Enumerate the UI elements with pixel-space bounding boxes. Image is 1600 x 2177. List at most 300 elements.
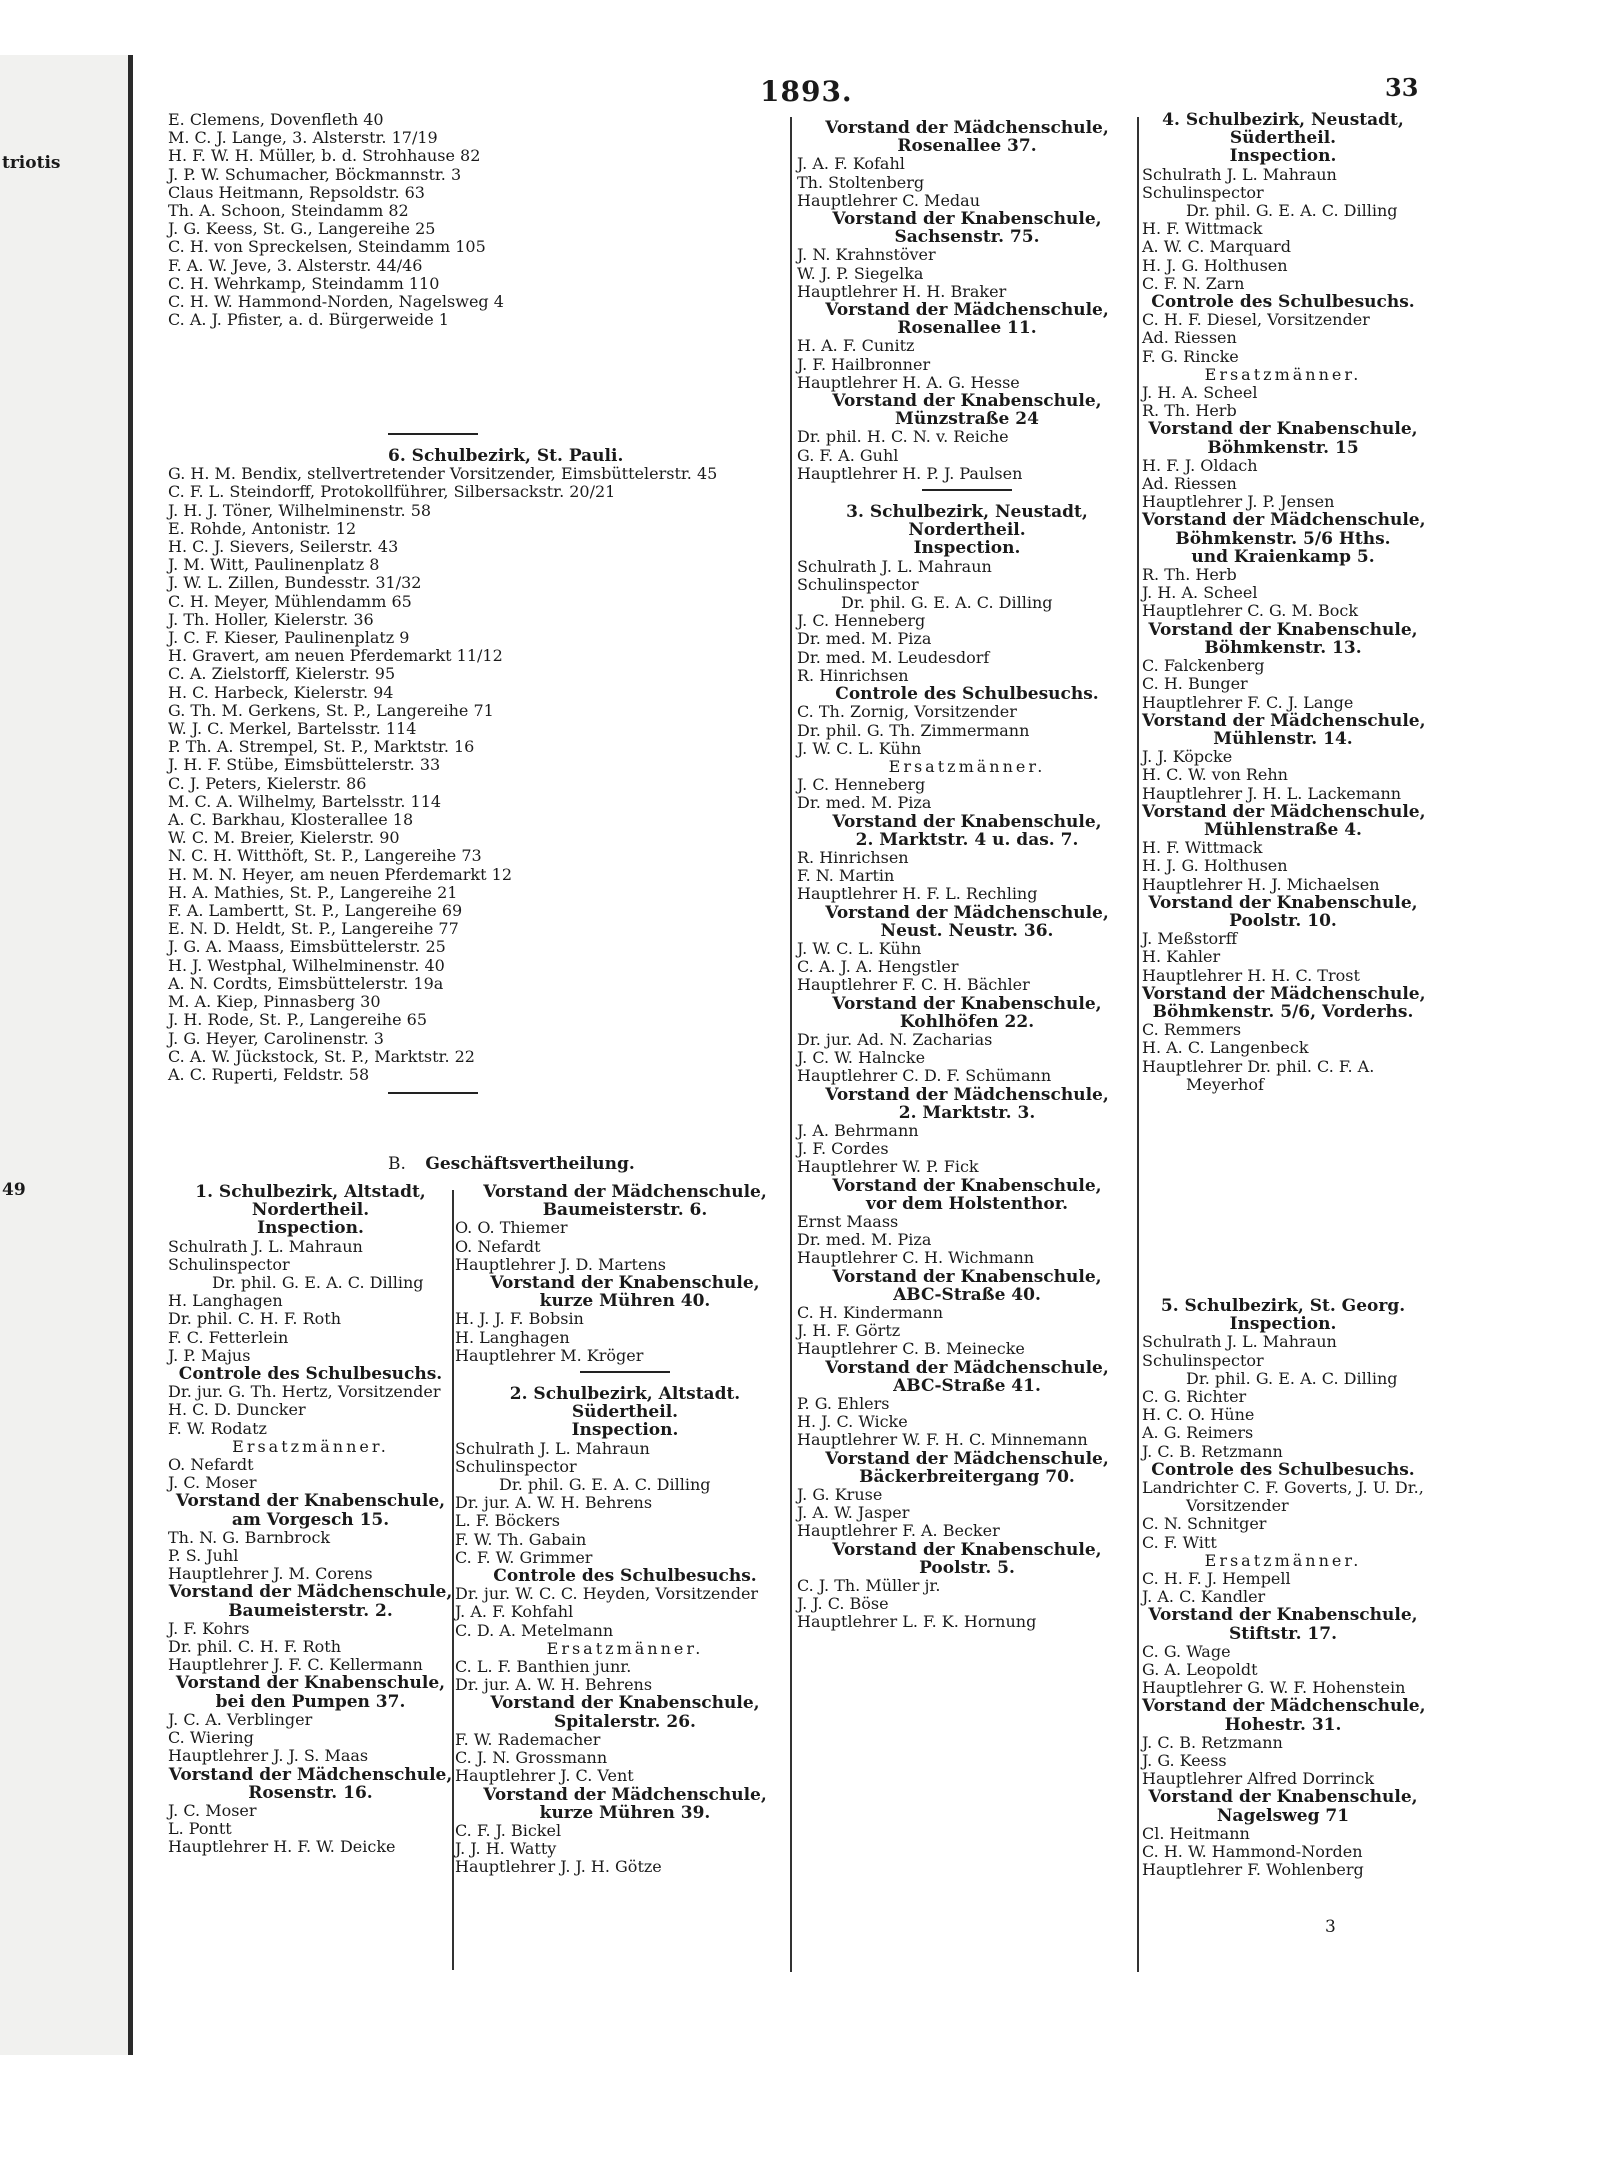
section-heading: Vorstand der Knabenschule, [1148,892,1418,913]
member-entry: Dr. phil. C. H. F. Roth [168,1637,342,1657]
member-entry: Hauptlehrer C. Medau [797,190,980,210]
member-entry: A. C. Barkhau, Klosterallee 18 [168,810,414,830]
section-heading: Münzstraße 24 [895,409,1039,430]
section-heading: Vorstand der Knabenschule, [832,1539,1102,1560]
section-rule [388,1092,478,1094]
section-heading: Böhmkenstr. 5/6 Hths. [1175,528,1391,549]
section-heading: Böhmkenstr. 5/6, Vorderhs. [1152,1001,1414,1022]
section-heading: Vorstand der Knabenschule, [832,811,1102,832]
member-entry: H. A. F. Cunitz [797,336,915,356]
section-heading: Inspection. [571,1420,679,1441]
member-entry: Schulrath J. L. Mahraun [797,556,992,576]
member-entry: M. C. A. Wilhelmy, Bartelsstr. 114 [168,791,442,811]
member-entry: C. J. N. Grossmann [455,1748,608,1768]
member-entry: Hauptlehrer J. D. Martens [455,1254,666,1274]
member-entry: Cl. Heitmann [1142,1823,1250,1843]
member-entry-continued: Dr. phil. G. E. A. C. Dilling [1186,201,1398,221]
column-divider [790,117,792,1972]
member-entry: C. A. J. A. Hengstler [797,957,959,977]
member-entry: A. W. C. Marquard [1142,237,1291,257]
section-heading: Vorstand der Mädchenschule, [168,1764,453,1785]
member-entry: N. C. H. Witthöft, St. P., Langereihe 73 [168,846,482,866]
member-entry: C. G. Richter [1142,1387,1247,1407]
member-entry: H. F. W. H. Müller, b. d. Strohhause 82 [168,146,481,166]
column-2-district-2 [455,1183,795,1877]
member-entry: Hauptlehrer H. J. Michaelsen [1142,874,1380,894]
section-heading: Inspection. [913,538,1021,559]
section-heading: Vorstand der Knabenschule, [175,1673,446,1694]
member-entry: A. G. Reimers [1142,1423,1254,1443]
member-entry: Hauptlehrer F. C. J. Lange [1142,692,1354,712]
substitutes-label: Ersatzmänner. [546,1638,704,1658]
member-entry: J. H. A. Scheel [1142,583,1258,603]
member-entry: C. Falckenberg [1142,656,1265,676]
member-entry: A. C. Ruperti, Feldstr. 58 [168,1064,370,1084]
member-entry: Hauptlehrer J. J. H. Götze [455,1857,662,1877]
section-heading: ABC-Straße 40. [893,1284,1041,1305]
section-heading: Poolstr. 10. [1229,910,1337,931]
section-title: Geschäftsvertheilung. [425,1154,635,1174]
member-entry: J. M. Witt, Paulinenplatz 8 [168,555,380,575]
section-heading: Vorstand der Knabenschule, [832,209,1102,230]
member-entry: H. C. D. Duncker [168,1400,306,1420]
member-entry: Hauptlehrer W. P. Fick [797,1157,979,1177]
member-entry: Hauptlehrer L. F. K. Hornung [797,1612,1037,1632]
member-entry: Schulinspector [455,1456,577,1476]
member-entry: O. Nefardt [168,1455,254,1475]
member-entry: M. A. Kiep, Pinnasberg 30 [168,992,381,1012]
member-entry: Schulrath J. L. Mahraun [455,1438,650,1458]
member-entry: O. Nefardt [455,1236,541,1256]
section-heading: und Kraienkamp 5. [1191,546,1375,567]
member-entry: C. H. Kindermann [797,1303,944,1322]
member-entry: H. Gravert, am neuen Pferdemarkt 11/12 [168,646,503,666]
member-entry: F. W. Rademacher [455,1729,601,1749]
member-entry: J. C. Henneberg [797,775,926,795]
member-entry: Dr. jur. A. W. H. Behrens [455,1675,653,1695]
member-entry: J. H. Rode, St. P., Langereihe 65 [168,1010,428,1030]
member-entry: C. J. Th. Müller jr. [797,1576,941,1596]
member-entry: Ernst Maass [797,1211,899,1231]
section-heading: Hohestr. 31. [1224,1714,1342,1735]
column-4-district-4 [1142,111,1424,1094]
member-entry: J. C. B. Retzmann [1142,1441,1283,1461]
member-entry: H. J. G. Holthusen [1142,856,1288,876]
member-entry: Th. A. Schoon, Steindamm 82 [168,201,409,221]
section-heading: Rosenstr. 16. [248,1782,373,1803]
member-entry: C. Th. Zornig, Vorsitzender [797,702,1017,722]
section-heading: Rosenallee 11. [897,318,1037,339]
member-entry: H. M. N. Heyer, am neuen Pferdemarkt 12 [168,864,512,884]
member-entry: Claus Heitmann, Repsoldstr. 63 [168,182,425,202]
section-heading: 4. Schulbezirk, Neustadt, [1162,110,1404,130]
member-entry: Hauptlehrer H. F. W. Deicke [168,1837,396,1857]
member-entry: Dr. med. M. Piza [797,793,932,813]
section-heading: Vorstand der Mädchenschule, [1142,801,1426,822]
member-entry: Hauptlehrer F. A. Becker [797,1521,1000,1541]
member-entry: Dr. phil. H. C. N. v. Reiche [797,427,1009,447]
member-entry: Hauptlehrer C. G. M. Bock [1142,601,1359,621]
section-heading: Inspection. [1229,146,1337,167]
member-entry: P. G. Ehlers [797,1394,890,1414]
member-entry: F. G. Rincke [1142,346,1239,366]
section-heading: Vorstand der Mädchenschule, [825,1448,1109,1469]
member-entry: C. J. Peters, Kielerstr. 86 [168,773,367,793]
page-number: 33 [1385,73,1419,102]
substitutes-label: Ersatzmänner. [232,1436,389,1456]
member-entry: C. H. Meyer, Mühlendamm 65 [168,591,412,611]
member-entry: Schulinspector [797,574,919,594]
section-heading: Vorstand der Knabenschule, [490,1273,760,1294]
member-entry: Schulinspector [1142,1350,1264,1370]
section-heading: Controle des Schulbesuchs. [178,1364,443,1385]
member-entry: H. Langhagen [168,1291,283,1311]
member-entry: C. A. J. Pfister, a. d. Bürgerweide 1 [168,310,449,330]
page-year: 1893. [760,75,853,108]
member-entry: J. H. J. Töner, Wilhelminenstr. 58 [168,500,432,520]
member-entry: Hauptlehrer M. Kröger [455,1345,644,1365]
member-entry: Schulrath J. L. Mahraun [1142,164,1337,184]
member-entry: H. J. J. F. Bobsin [455,1309,584,1329]
member-entry: E. N. D. Heldt, St. P., Langereihe 77 [168,919,459,939]
member-entry: Dr. phil. C. H. F. Roth [168,1309,342,1329]
section-heading: kurze Mühren 39. [539,1802,711,1823]
section-heading: Vorstand der Knabenschule, [832,993,1102,1014]
member-entry: J. A. F. Kofahl [797,154,905,174]
member-entry: C. F. J. Bickel [455,1820,562,1840]
previous-page-number: 49 [2,1180,26,1200]
member-entry: J. P. W. Schumacher, Böckmannstr. 3 [168,164,462,184]
member-entry: W. J. C. Merkel, Bartelsstr. 114 [168,719,417,739]
member-entry: C. Wiering [168,1728,254,1748]
member-entry: J. H. A. Scheel [1142,383,1258,403]
section-heading: Baumeisterstr. 6. [542,1200,708,1221]
section-heading: Vorstand der Mädchenschule, [1142,983,1426,1004]
member-entry: F. A. W. Jeve, 3. Alsterstr. 44/46 [168,255,423,275]
section-heading: vor dem Holstenthor. [865,1193,1069,1214]
member-entry: E. Clemens, Dovenfleth 40 [168,110,384,129]
section-b-heading [168,1155,768,1173]
member-entry: Hauptlehrer C. D. F. Schümann [797,1066,1052,1086]
section-heading: Inspection. [257,1218,364,1239]
section-heading: Vorstand der Knabenschule, [1148,1605,1418,1626]
section-heading: ABC-Straße 41. [893,1375,1041,1396]
member-entry: Ad. Riessen [1142,328,1237,348]
member-entry: Hauptlehrer J. M. Corens [168,1564,373,1584]
member-entry: G. H. M. Bendix, stellvertretender Vorsitzender, Eimsbüttelerstr. 45 [168,464,718,484]
member-entry: J. G. Keess [1142,1751,1227,1771]
member-entry: Hauptlehrer H. H. C. Trost [1142,965,1360,985]
member-entry: J. W. C. L. Kühn [797,938,922,958]
member-entry: C. D. A. Metelmann [455,1620,614,1640]
member-entry: Hauptlehrer C. B. Meinecke [797,1339,1025,1359]
member-entry: J. W. L. Zillen, Bundesstr. 31/32 [168,573,422,593]
section-heading: Vorstand der Mädchenschule, [825,300,1109,321]
section-heading: Controle des Schulbesuchs. [493,1566,757,1587]
member-entry: Hauptlehrer J. C. Vent [455,1766,634,1786]
section-heading: Böhmkenstr. 13. [1204,637,1362,658]
previous-page-fragment: triotis [2,153,61,173]
member-entry: C. Remmers [1142,1020,1242,1040]
member-entry: H. C. O. Hüne [1142,1405,1255,1425]
section-heading: Baumeisterstr. 2. [228,1600,393,1621]
member-entry: H. A. Mathies, St. P., Langereihe 21 [168,882,458,902]
member-entry: J. F. Kohrs [168,1618,250,1638]
member-entry: C. H. von Spreckelsen, Steindamm 105 [168,237,486,257]
section-heading: bei den Pumpen 37. [215,1691,406,1712]
section-heading: Neust. Neustr. 36. [880,920,1054,941]
member-entry: Schulinspector [1142,182,1264,202]
column-4-district-5 [1142,1297,1424,1880]
page-33 [140,55,1426,2055]
member-entry: Dr. jur. Ad. N. Zacharias [797,1029,993,1049]
section-heading: Rosenallee 37. [897,136,1037,157]
member-entry: L. F. Böckers [455,1511,560,1531]
section-heading: Vorstand der Mädchenschule, [825,118,1109,138]
member-entry: G. F. A. Guhl [797,445,899,465]
section-heading: Controle des Schulbesuchs. [1151,292,1415,313]
member-entry: H. J. Westphal, Wilhelminenstr. 40 [168,955,445,975]
member-entry: Hauptlehrer J. F. C. Kellermann [168,1655,423,1675]
member-entry: Hauptlehrer H. F. L. Rechling [797,884,1038,904]
member-entry: R. Hinrichsen [797,847,909,867]
column-3-district-3 [797,119,1137,1632]
member-entry: Hauptlehrer J. J. S. Maas [168,1746,369,1766]
member-entry: J. W. C. L. Kühn [797,738,922,758]
member-entry: C. A. W. Jückstock, St. P., Marktstr. 22 [168,1046,475,1066]
member-entry: Hauptlehrer H. H. Braker [797,281,1007,301]
member-entry: J. F. Cordes [797,1139,889,1159]
member-entry: J. F. Hailbronner [797,354,931,374]
section-heading: Südertheil. [1229,128,1337,149]
member-entry: C. N. Schnitger [1142,1514,1267,1534]
section-heading: Kohlhöfen 22. [899,1011,1035,1032]
top-member-list [168,111,768,329]
section-heading: Vorstand der Knabenschule, [1148,1787,1418,1808]
section-heading: Vorstand der Knabenschule, [1148,419,1418,440]
column-divider [1137,117,1139,1972]
member-entry: Dr. med. M. Leudesdorf [797,647,990,667]
member-entry: Hauptlehrer Alfred Dorrinck [1142,1769,1375,1789]
member-entry: J. P. Majus [168,1345,251,1365]
member-entry: Hauptlehrer W. F. H. C. Minnemann [797,1430,1088,1450]
section-rule [580,1371,670,1373]
section-heading: 5. Schulbezirk, St. Georg. [1160,1296,1406,1316]
section-heading: Poolstr. 5. [919,1557,1015,1578]
member-entry: H. C. Harbeck, Kielerstr. 94 [168,682,394,702]
section-letter: B. [388,1154,406,1174]
member-entry: C. F. L. Steindorff, Protokollführer, Silbersackstr. 20/21 [168,482,616,502]
member-entry-continued: Dr. phil. G. E. A. C. Dilling [499,1475,711,1495]
member-entry: J. Meßstorff [1142,929,1238,949]
member-entry: J. J. C. Böse [797,1594,889,1614]
member-entry: C. G. Wage [1142,1641,1231,1661]
column-1-district-1 [168,1183,453,1857]
member-entry: M. C. J. Lange, 3. Alsterstr. 17/19 [168,128,438,148]
member-entry: R. Th. Herb [1142,401,1237,421]
section-heading: Vorstand der Knabenschule, [1148,619,1418,640]
member-entry: P. S. Juhl [168,1546,239,1566]
member-entry: H. Kahler [1142,947,1221,967]
member-entry: J. N. Krahnstöver [797,245,936,265]
member-entry: F. N. Martin [797,866,895,886]
member-entry: F. A. Lambertt, St. P., Langereihe 69 [168,901,463,921]
section-heading: Controle des Schulbesuchs. [835,684,1099,705]
member-entry: Hauptlehrer C. H. Wichmann [797,1248,1035,1268]
member-entry: Hauptlehrer H. P. J. Paulsen [797,463,1023,483]
member-entry: H. F. J. Oldach [1142,455,1258,475]
section-heading: Vorstand der Mädchenschule, [1142,1696,1426,1717]
member-entry: L. Pontt [168,1819,232,1839]
member-entry: F. C. Fetterlein [168,1327,289,1347]
member-entry: R. Th. Herb [1142,565,1237,585]
section-heading: Vorstand der Mädchenschule, [825,1357,1109,1378]
member-entry-continued: Dr. phil. G. E. A. C. Dilling [1186,1368,1398,1388]
member-entry: H. A. C. Langenbeck [1142,1038,1309,1058]
member-entry: H. C. J. Sievers, Seilerstr. 43 [168,537,399,557]
member-entry: Dr. phil. G. Th. Zimmermann [797,720,1030,740]
section-heading: Nordertheil. [908,520,1026,541]
member-entry: W. J. P. Siegelka [797,263,924,283]
section-heading: Sachsenstr. 75. [894,227,1040,248]
member-entry-continued: Dr. phil. G. E. A. C. Dilling [212,1273,424,1293]
section-heading: Bäckerbreitergang 70. [859,1466,1075,1487]
member-entry: J. C. Moser [168,1473,257,1493]
member-entry: Schulinspector [168,1254,290,1274]
section-heading: Vorstand der Mädchenschule, [825,902,1109,923]
member-entry: Hauptlehrer G. W. F. Hohenstein [1142,1678,1406,1698]
section-heading: Vorstand der Mädchenschule, [1142,710,1426,731]
member-entry: H. C. W. von Rehn [1142,765,1288,785]
member-entry: C. H. Bunger [1142,674,1248,694]
member-entry: J. C. W. Halncke [797,1048,926,1068]
member-entry: J. C. Moser [168,1800,257,1820]
member-entry: Dr. jur. A. W. H. Behrens [455,1493,653,1513]
member-entry: H. J. G. Holthusen [1142,255,1288,275]
substitutes-label: Ersatzmänner. [888,756,1046,776]
member-entry: G. A. Leopoldt [1142,1660,1258,1680]
member-entry: Hauptlehrer H. A. G. Hesse [797,372,1020,392]
member-entry: J. G. Heyer, Carolinenstr. 3 [168,1028,384,1048]
member-entry: J. Th. Holler, Kielerstr. 36 [168,609,374,629]
member-entry: C. F. N. Zarn [1142,273,1245,293]
section-heading: 2. Marktstr. 3. [898,1102,1036,1123]
district-6-title: 6. Schulbezirk, St. Pauli. [388,446,624,466]
member-entry: H. J. C. Wicke [797,1412,908,1432]
section-heading: Vorstand der Mädchenschule, [168,1582,453,1603]
member-entry: Schulrath J. L. Mahraun [168,1236,363,1256]
member-entry: P. Th. A. Strempel, St. P., Marktstr. 16 [168,737,475,757]
section-heading: kurze Mühren 40. [539,1291,711,1312]
member-entry: J. H. F. Stübe, Eimsbüttelerstr. 33 [168,755,441,775]
member-entry: Ad. Riessen [1142,474,1237,494]
member-entry: C. H. F. J. Hempell [1142,1569,1291,1589]
member-entry: C. A. Zielstorff, Kielerstr. 95 [168,664,396,684]
section-heading: Vorstand der Knabenschule, [832,391,1102,412]
member-entry: J. A. F. Kohfahl [455,1602,574,1622]
member-entry: J. J. Köpcke [1142,747,1233,767]
section-heading: Vorstand der Knabenschule, [175,1491,446,1512]
section-rule [388,433,478,435]
member-entry-continued: Dr. phil. G. E. A. C. Dilling [841,593,1053,613]
section-heading: Mühlenstraße 4. [1204,819,1362,840]
district-6-section [168,427,768,1106]
member-entry: Hauptlehrer Dr. phil. C. F. A. [1142,1056,1375,1076]
previous-page-edge [0,55,133,2055]
member-entry: Dr. med. M. Piza [797,629,932,649]
section-heading: Vorstand der Knabenschule, [490,1693,760,1714]
member-entry: J. A. W. Jasper [797,1503,910,1523]
member-entry: J. C. A. Verblinger [168,1709,313,1729]
member-entry: C. F. Witt [1142,1532,1217,1552]
member-entry: Hauptlehrer F. Wohlenberg [1142,1860,1364,1880]
member-entry: Landrichter C. F. Goverts, J. U. Dr., [1142,1478,1424,1498]
section-heading: Böhmkenstr. 15 [1207,437,1359,458]
section-heading: Spitalerstr. 26. [554,1711,696,1732]
member-entry: C. L. F. Banthien junr. [455,1657,632,1677]
substitutes-label: Ersatzmänner. [1204,1550,1362,1570]
member-entry: Dr. jur. G. Th. Hertz, Vorsitzender [168,1382,441,1402]
member-entry: C. H. W. Hammond-Norden [1142,1842,1363,1862]
member-entry: Hauptlehrer J. H. L. Lackemann [1142,783,1402,803]
member-entry-continued: Vorsitzender [1186,1496,1289,1516]
section-heading: Vorstand der Mädchenschule, [483,1182,767,1202]
member-entry: J. G. A. Maass, Eimsbüttelerstr. 25 [168,937,446,957]
section-heading: 2. Marktstr. 4 u. das. 7. [855,829,1079,850]
section-heading: Vorstand der Knabenschule, [832,1175,1102,1196]
member-entry: J. A. C. Kandler [1142,1587,1266,1607]
section-heading: Nordertheil. [251,1200,370,1221]
member-entry: C. H. F. Diesel, Vorsitzender [1142,310,1370,330]
member-entry: C. H. Wehrkamp, Steindamm 110 [168,273,440,293]
member-entry: Dr. jur. W. C. C. Heyden, Vorsitzender [455,1584,759,1604]
member-entry: J. A. Behrmann [797,1120,919,1140]
member-entry: F. W. Th. Gabain [455,1529,587,1549]
member-entry: J. C. F. Kieser, Paulinenplatz 9 [168,628,410,648]
section-heading: Inspection. [1229,1314,1337,1335]
member-entry: C. F. W. Grimmer [455,1547,593,1567]
member-entry: G. Th. M. Gerkens, St. P., Langereihe 71 [168,700,494,720]
member-entry: E. Rohde, Antonistr. 12 [168,518,357,538]
section-heading: Nagelsweg 71 [1216,1805,1350,1826]
member-entry: H. Langhagen [455,1327,570,1347]
section-heading: 1. Schulbezirk, Altstadt, [195,1182,426,1202]
section-heading: 3. Schulbezirk, Neustadt, [846,502,1088,523]
member-entry: O. O. Thiemer [455,1218,568,1238]
section-heading: 2. Schulbezirk, Altstadt. [509,1384,741,1405]
section-heading: Südertheil. [571,1402,679,1423]
member-entry: Th. N. G. Barnbrock [168,1527,331,1547]
footer-number: 3 [1325,1917,1336,1937]
member-entry: Dr. med. M. Piza [797,1230,932,1250]
member-entry: Th. Stoltenberg [797,172,925,192]
member-entry: A. N. Cordts, Eimsbüttelerstr. 19a [168,973,444,993]
section-heading: Vorstand der Mädchenschule, [483,1784,767,1805]
member-entry: Schulrath J. L. Mahraun [1142,1332,1337,1352]
member-entry-continued: Meyerhof [1186,1074,1264,1094]
section-heading: Mühlenstr. 14. [1213,728,1353,749]
member-entry: J. G. Kruse [797,1485,883,1505]
member-entry: C. H. W. Hammond-Norden, Nagelsweg 4 [168,292,504,312]
section-heading: Vorstand der Mädchenschule, [1142,510,1426,531]
section-heading: Controle des Schulbesuchs. [1151,1459,1415,1480]
member-entry: W. C. M. Breier, Kielerstr. 90 [168,828,400,848]
member-entry: J. H. F. Görtz [797,1321,901,1341]
member-entry: F. W. Rodatz [168,1418,267,1438]
member-entry: J. J. H. Watty [455,1839,557,1859]
section-rule [922,489,1012,491]
member-entry: Hauptlehrer J. P. Jensen [1142,492,1335,512]
